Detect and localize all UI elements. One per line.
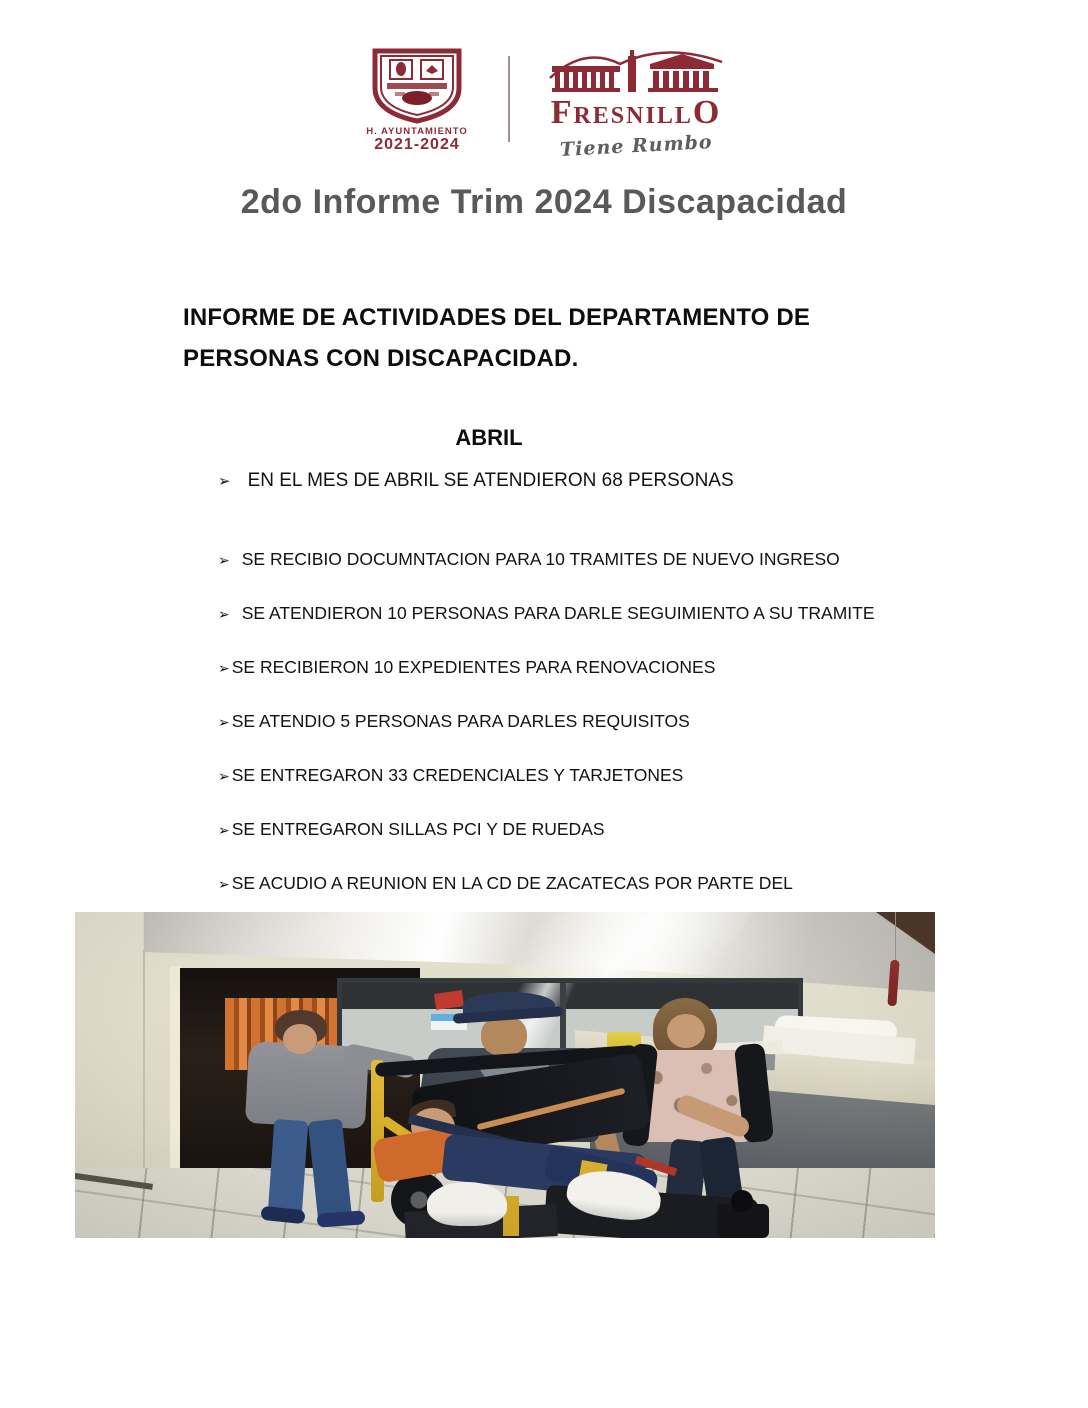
wordmark-middle: RESNILL: [573, 103, 693, 129]
skyline-icon: [546, 40, 726, 96]
crest-years: 2021-2024: [374, 135, 460, 153]
list-item: [218, 654, 1018, 682]
month-heading: ABRIL: [455, 425, 523, 450]
activity-photo: [75, 912, 935, 1238]
bullet-text: SE RECIBIERON 10 EXPEDIENTES PARA RENOVACIONES: [231, 657, 716, 677]
heading-line-2: PERSONAS CON DISCAPACIDAD.: [183, 345, 579, 372]
list-item: [218, 468, 1018, 494]
city-crest: [352, 46, 482, 152]
list-item: [218, 546, 1018, 574]
report-heading: [183, 297, 883, 379]
bullet-text: EN EL MES DE ABRIL SE ATENDIERON 68 PERSONAS: [247, 470, 734, 491]
fresnillo-logo: [536, 40, 736, 161]
arrow-bullet-icon: ➢: [218, 877, 230, 893]
brand-tagline: Tiene Rumbo: [559, 131, 713, 161]
bullet-text: SE RECIBIO DOCUMNTACION PARA 10 TRAMITES DE NUEVO INGRESO: [241, 549, 840, 569]
arrow-bullet-icon: ➢: [218, 661, 230, 677]
bullet-text: SE ATENDIERON 10 PERSONAS PARA DARLE SEGUIMIENTO A SU TRAMITE: [241, 603, 875, 623]
crest-caption: H. AYUNTAMIENTO: [366, 125, 468, 137]
heading-line-1: INFORME DE ACTIVIDADES DEL DEPARTAMENTO DE: [183, 304, 811, 331]
arrow-bullet-icon: ➢: [218, 823, 230, 839]
list-item: [218, 762, 1018, 790]
brand-wordmark: [550, 94, 722, 134]
crest-shield-icon: [365, 46, 469, 124]
arrow-bullet-icon: ➢: [218, 553, 230, 569]
list-item: [218, 870, 1018, 898]
logo-divider: [508, 56, 510, 142]
activity-bullet-list: [218, 468, 1018, 924]
bullet-text: SE ENTREGARON 33 CREDENCIALES Y TARJETONES: [231, 765, 684, 785]
list-item: [218, 708, 1018, 736]
arrow-bullet-icon: ➢: [218, 607, 230, 623]
wordmark-last-letter: O: [692, 94, 722, 131]
bullet-text: SE ENTREGARON SILLAS PCI Y DE RUEDAS: [231, 819, 605, 839]
arrow-bullet-icon: ➢: [218, 769, 230, 785]
arrow-bullet-icon: ➢: [218, 472, 231, 490]
list-item: [218, 600, 1018, 628]
list-item: [218, 816, 1018, 844]
photo-vignette: [75, 912, 935, 1238]
header-logos: [352, 40, 736, 161]
bullet-text: SE ACUDIO A REUNION EN LA CD DE ZACATECAS POR PARTE DEL: [231, 873, 793, 893]
bullet-text: SE ATENDIO 5 PERSONAS PARA DARLES REQUISITOS: [231, 711, 690, 731]
wordmark-first-letter: F: [550, 94, 574, 131]
page-title: 2do Informe Trim 2024 Discapacidad: [240, 183, 848, 221]
arrow-bullet-icon: ➢: [218, 715, 230, 731]
